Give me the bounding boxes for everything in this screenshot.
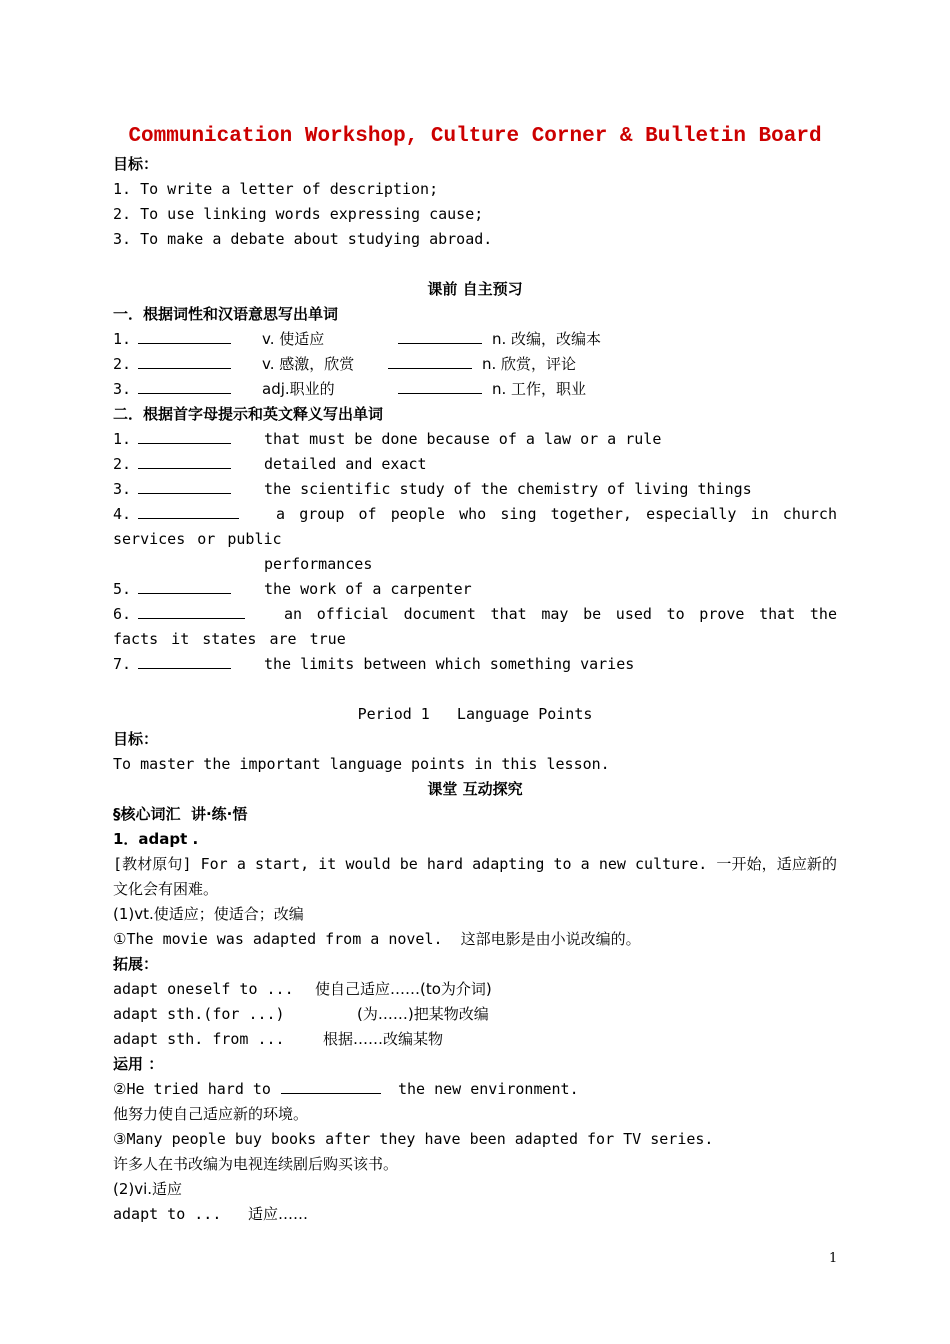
- exercise-text: ②He tried hard to: [113, 1080, 271, 1098]
- period-title: Period 1 Language Points: [357, 705, 593, 723]
- meaning-text: adj.职业的: [262, 380, 335, 398]
- example-translation: 许多人在书改编为电视连续剧后购买该书。: [113, 1155, 399, 1173]
- definition-continuation: performances: [264, 555, 373, 573]
- goal-item: 2. To use linking words expressing cause;: [113, 205, 484, 223]
- meaning-text: n. 改编，改编本: [492, 330, 602, 348]
- definition-text: a group of people who sing together, especially in church services or public: [113, 505, 837, 548]
- page-title: Communication Workshop, Culture Corner & Bulletin Board: [128, 125, 822, 148]
- phrase-row: [113, 1002, 837, 1027]
- item-number: 7.: [113, 655, 132, 673]
- phrase-cn: (为……)把某物改编: [357, 1005, 489, 1023]
- definition-row: [113, 427, 837, 452]
- word-heading: 1．adapt .: [113, 830, 199, 848]
- item-number: 2.: [113, 355, 132, 373]
- phrase-en: adapt sth.(for ...): [113, 1005, 285, 1023]
- answer-blank[interactable]: [138, 602, 245, 619]
- meaning-text: n. 工作，职业: [492, 380, 587, 398]
- answer-blank[interactable]: [398, 377, 482, 394]
- answer-blank[interactable]: [138, 452, 231, 469]
- meaning-text: n. 欣赏，评论: [482, 355, 577, 373]
- definition-text: that must be done because of a law or a rule: [264, 430, 662, 448]
- use-label: 运用 ：: [113, 1055, 164, 1073]
- definition-row: [113, 477, 837, 502]
- example-sentence: ③Many people buy books after they have been adapted for TV series.: [113, 1130, 714, 1148]
- phrase-row: [113, 977, 837, 1002]
- answer-blank[interactable]: [388, 352, 472, 369]
- sense-label: (1)vt.使适应；使适合；改编: [113, 905, 304, 923]
- phrase-cn: 根据……改编某物: [323, 1030, 444, 1048]
- document-page: [113, 122, 837, 1227]
- answer-blank[interactable]: [138, 477, 231, 494]
- item-number: 1.: [113, 430, 132, 448]
- goal2-text: To master the important language points in this lesson.: [113, 755, 610, 773]
- section-preview-heading: 课前 自主预习: [427, 280, 523, 298]
- item-number: 3.: [113, 380, 132, 398]
- section-class-heading: 课堂 互动探究: [427, 780, 523, 798]
- answer-blank[interactable]: [138, 352, 231, 369]
- goal2-label: 目标：: [113, 730, 159, 748]
- goal-item: 3. To make a debate about studying abroad.: [113, 230, 493, 248]
- exercise-translation: 他努力使自己适应新的环境。: [113, 1105, 309, 1123]
- phrase-en: adapt to ...: [113, 1205, 222, 1223]
- definition-text: the limits between which something varies: [264, 655, 635, 673]
- answer-blank[interactable]: [138, 427, 231, 444]
- part2-heading: 二．根据首字母提示和英文释义写出单词: [113, 405, 384, 423]
- item-number: 6.: [113, 605, 132, 623]
- item-number: 5.: [113, 580, 132, 598]
- goals-label: 目标：: [113, 155, 159, 173]
- item-number: 1.: [113, 330, 132, 348]
- vocab-row: [113, 327, 837, 352]
- definition-text: detailed and exact: [264, 455, 427, 473]
- answer-blank[interactable]: [138, 577, 231, 594]
- expand-label: 拓展：: [113, 955, 159, 973]
- vocab-row: [113, 377, 837, 402]
- answer-blank[interactable]: [398, 327, 482, 344]
- meaning-text: v. 感激，欣赏: [262, 355, 355, 373]
- page-number: 1: [829, 1251, 838, 1266]
- meaning-text: v. 使适应: [262, 330, 325, 348]
- phrase-cn: 适应……: [248, 1205, 309, 1223]
- part1-heading: 一．根据词性和汉语意思写出单词: [113, 305, 339, 323]
- original-sentence: [教材原句] For a start, it would be hard adapting to a new culture. 一开始，适应新的文化会有困难。: [113, 855, 837, 898]
- phrase-cn: 使自己适应……(to为介词): [315, 980, 492, 998]
- exercise-row: [113, 1077, 837, 1102]
- exercise-text: the new environment.: [398, 1080, 579, 1098]
- phrase-row: [113, 1027, 837, 1052]
- definition-row: [113, 652, 837, 677]
- phrase-en: adapt oneself to ...: [113, 980, 294, 998]
- definition-text: the work of a carpenter: [264, 580, 472, 598]
- vocab-row: [113, 352, 837, 377]
- answer-blank[interactable]: [138, 377, 231, 394]
- core-vocab-heading: §核心词汇 讲·练·悟: [113, 805, 248, 823]
- item-number: 4.: [113, 505, 132, 523]
- definition-row: [113, 452, 837, 477]
- phrase-row: [113, 1202, 837, 1227]
- answer-blank[interactable]: [138, 652, 231, 669]
- answer-blank[interactable]: [281, 1077, 381, 1094]
- phrase-en: adapt sth. from ...: [113, 1030, 285, 1048]
- definition-row: [113, 577, 837, 602]
- definition-text: an official document that may be used to prove that the facts it states are true: [113, 605, 837, 648]
- item-number: 3.: [113, 480, 132, 498]
- answer-blank[interactable]: [138, 327, 231, 344]
- example-sentence: ①The movie was adapted from a novel. 这部电影是由小说改编的。: [113, 930, 641, 948]
- goal-item: 1. To write a letter of description;: [113, 180, 439, 198]
- definition-text: the scientific study of the chemistry of living things: [264, 480, 752, 498]
- sense-label: (2)vi.适应: [113, 1180, 183, 1198]
- item-number: 2.: [113, 455, 132, 473]
